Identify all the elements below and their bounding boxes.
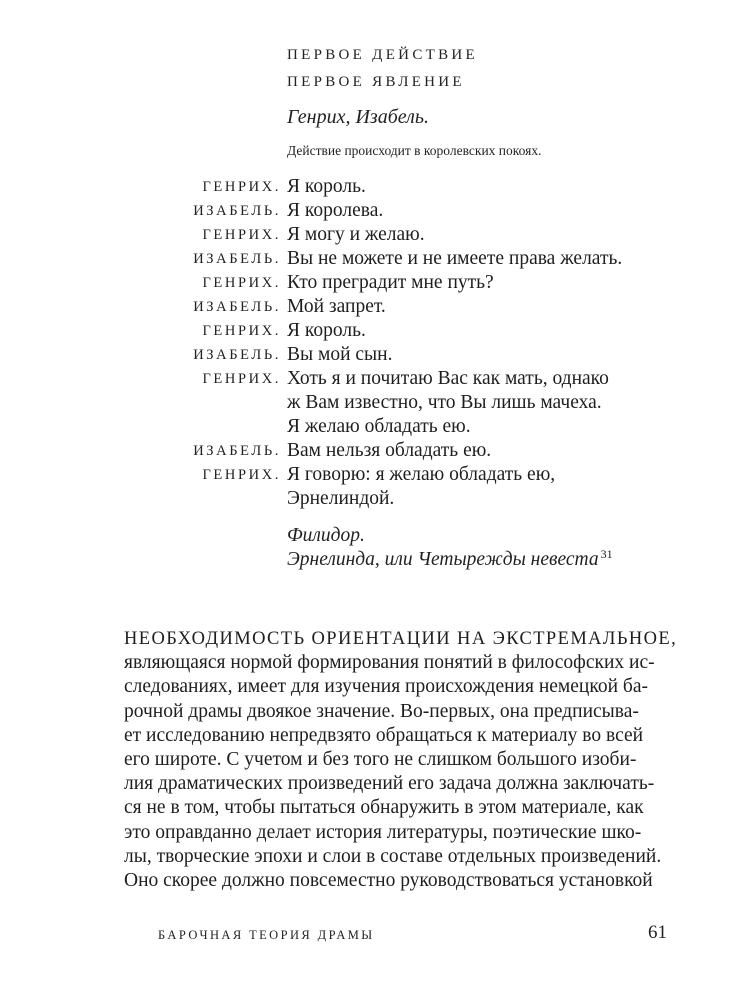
body-line: следованиях, имеет для изучения происхождения немецкой ба- bbox=[124, 676, 648, 698]
speaker-name: ГЕНРИХ. bbox=[202, 371, 281, 387]
dialogue-continuation bbox=[0, 391, 750, 415]
footnote-reference[interactable]: 31 bbox=[600, 546, 613, 561]
dialogue-line bbox=[0, 343, 750, 367]
body-line: лия драматических произведений его задача должна заключать- bbox=[124, 773, 655, 795]
speaker-name: ГЕНРИХ. bbox=[202, 179, 281, 195]
speech-text: Я король. bbox=[287, 320, 366, 341]
speaker-name: ИЗАБЕЛЬ. bbox=[193, 443, 281, 459]
speech-text: Мой запрет. bbox=[287, 296, 386, 317]
speech-text: Хоть я и почитаю Вас как мать, однако bbox=[287, 368, 609, 389]
body-line: лы, творческие эпохи и слои в составе отдельных произведений. bbox=[124, 845, 662, 867]
running-head: БАРОЧНАЯ ТЕОРИЯ ДРАМЫ bbox=[158, 928, 375, 942]
body-line: рочной драмы двоякое значение. Во-первых, она предписыва- bbox=[124, 700, 639, 722]
speech-text: Я королева. bbox=[287, 200, 384, 221]
epigraph-source bbox=[287, 524, 613, 572]
speech-text: Кто преградит мне путь? bbox=[287, 272, 494, 293]
stage-direction: Действие происходит в королевских покоях. bbox=[287, 143, 542, 158]
speech-text: Вам нельзя обладать ею. bbox=[287, 440, 492, 461]
dialogue-line bbox=[0, 463, 750, 487]
speech-text: Я говорю: я желаю обладать ею, bbox=[287, 464, 556, 485]
dialogue-line bbox=[0, 367, 750, 391]
dialogue-line bbox=[0, 223, 750, 247]
dialogue-line bbox=[0, 295, 750, 319]
act-heading: ПЕРВОЕ ДЕЙСТВИЕ bbox=[287, 47, 478, 63]
speaker-name: ИЗАБЕЛЬ. bbox=[193, 251, 281, 267]
speech-text: Эрнелиндой. bbox=[287, 488, 395, 509]
speaker-name: ИЗАБЕЛЬ. bbox=[193, 347, 281, 363]
page-number: 61 bbox=[648, 922, 667, 943]
speaker-name: ГЕНРИХ. bbox=[202, 467, 281, 483]
characters-list: Генрих, Изабель. bbox=[287, 106, 429, 128]
body-line: это оправданно делает история литературы, поэтические шко- bbox=[124, 821, 642, 843]
body-line-lead-in: НЕОБХОДИМОСТЬ ОРИЕНТАЦИИ НА ЭКСТРЕМАЛЬНОЕ, bbox=[124, 629, 678, 649]
speech-text: Вы не можете и не имеете права желать. bbox=[287, 248, 623, 269]
speaker-name: ИЗАБЕЛЬ. bbox=[193, 299, 281, 315]
dialogue bbox=[0, 175, 750, 511]
dialogue-line bbox=[0, 319, 750, 343]
scene-heading: ПЕРВОЕ ЯВЛЕНИЕ bbox=[287, 74, 465, 90]
source-title: Эрнелинда, или Четырежды невеста bbox=[287, 549, 599, 570]
body-line: его широте. С учетом и без того не слишком большого изоби- bbox=[124, 748, 637, 770]
source-title-line bbox=[287, 548, 613, 572]
dialogue-continuation bbox=[0, 415, 750, 439]
dialogue-line bbox=[0, 439, 750, 463]
dialogue-line bbox=[0, 199, 750, 223]
speech-text: ж Вам известно, что Вы лишь мачеха. bbox=[287, 392, 602, 413]
speech-text: Вы мой сын. bbox=[287, 344, 393, 365]
body-line: ся не в том, чтобы пытаться обнаружить в этом материале, как bbox=[124, 797, 644, 819]
dialogue-line bbox=[0, 271, 750, 295]
speaker-name: ГЕНРИХ. bbox=[202, 275, 281, 291]
dialogue-line bbox=[0, 175, 750, 199]
speaker-name: ГЕНРИХ. bbox=[202, 323, 281, 339]
speaker-name: ИЗАБЕЛЬ. bbox=[193, 203, 281, 219]
source-author: Филидор. bbox=[287, 525, 365, 546]
speaker-name: ГЕНРИХ. bbox=[202, 227, 281, 243]
speech-text: Я могу и желаю. bbox=[287, 224, 425, 245]
speech-text: Я король. bbox=[287, 176, 366, 197]
body-line: являющаяся нормой формирования понятий в философских ис- bbox=[124, 652, 655, 674]
speech-text: Я желаю обладать ею. bbox=[287, 416, 471, 437]
dialogue-continuation bbox=[0, 487, 750, 511]
body-paragraph bbox=[124, 627, 678, 893]
dialogue-line bbox=[0, 247, 750, 271]
body-line: Оно скорее должно повсеместно руководствоваться установкой bbox=[124, 869, 653, 891]
body-line: ет исследованию непредвзято обращаться к материалу во всей bbox=[124, 724, 644, 746]
